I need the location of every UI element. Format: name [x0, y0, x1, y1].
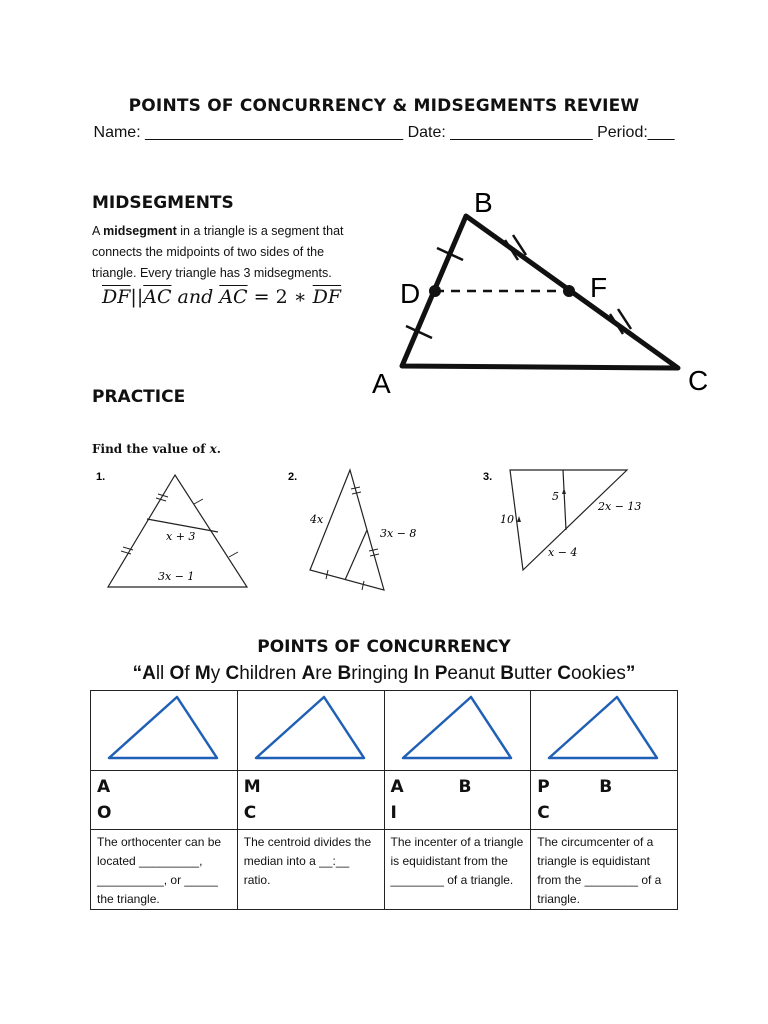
midsegment-formula: [102, 286, 341, 308]
orthocenter-description: The orthocenter can be located _________, __________, or _____ the triangle.: [91, 830, 238, 910]
problem-2-label-side: 4x: [310, 513, 324, 526]
slogan-text: n: [418, 663, 435, 684]
triangle-cell: [237, 691, 384, 771]
label-c: C: [688, 365, 709, 396]
midsegment-triangle-diagram: [360, 180, 730, 400]
problem-1-number: 1.: [96, 471, 106, 483]
letter: O: [97, 803, 112, 823]
equals-two-times: = 2 ∗: [247, 286, 313, 308]
letter: B: [599, 777, 613, 797]
tick-mark: [362, 581, 364, 590]
problem-3-label-10: 10: [500, 513, 514, 526]
instruction-suffix: .: [216, 442, 221, 456]
slogan-text: eanut: [447, 663, 501, 684]
problem-1-label-top: x + 3: [166, 530, 196, 543]
incenter-description: The incenter of a triangle is equidistant from the ________ of a triangle.: [384, 830, 531, 910]
letter: A: [97, 777, 111, 797]
problem-3-number: 3.: [483, 471, 493, 483]
letters-cell: [237, 771, 384, 830]
slogan-bold: C: [557, 663, 571, 684]
slogan-text: utter: [513, 663, 558, 684]
centroid-description: The centroid divides the median into a __:__ ratio.: [237, 830, 384, 910]
label-a: A: [372, 368, 391, 399]
slogan-bold: A: [301, 663, 316, 684]
problem-2-midsegment: [345, 530, 367, 580]
arrow-mark-icon: [517, 516, 521, 522]
segment-ac-2: $\overline{AC}$: [219, 286, 248, 308]
problem-2-number: 2.: [288, 471, 298, 483]
slogan-text: y: [210, 663, 226, 684]
definition-prefix: A: [92, 224, 104, 238]
label-f: F: [590, 272, 608, 303]
letter: M: [243, 777, 261, 797]
name-date-period-line: Name: _____________________________ Date: ________________ Period:___: [93, 124, 675, 141]
problem-3-midsegment: [563, 470, 566, 530]
slogan-text: re: [315, 663, 338, 684]
point-d: [429, 285, 441, 297]
slogan-bold: B: [500, 663, 514, 684]
concurrency-table: [90, 690, 678, 910]
tick-mark: [610, 314, 623, 334]
slogan-text: ringing: [351, 663, 414, 684]
slogan-bold: “A: [132, 663, 156, 684]
slogan-text: hildren: [239, 663, 302, 684]
concurrency-heading: POINTS OF CONCURRENCY: [257, 637, 511, 657]
page-title: POINTS OF CONCURRENCY & MIDSEGMENTS REVIEW: [128, 96, 640, 116]
tick-mark: [194, 499, 203, 504]
slogan-text: ookies: [570, 663, 626, 684]
slogan-text: ll: [155, 663, 170, 684]
instruction-prefix: Find the value of: [92, 442, 210, 456]
practice-heading: PRACTICE: [92, 387, 186, 407]
practice-instruction: [92, 442, 221, 456]
blue-triangle-icon: [385, 691, 531, 765]
letter: B: [458, 777, 472, 797]
slogan-bold: ”: [625, 663, 636, 684]
slogan-bold: M: [194, 663, 211, 684]
letter: I: [390, 803, 397, 823]
arrow-mark-icon: [562, 488, 566, 494]
letters-cell: [91, 771, 238, 830]
letter: C: [243, 803, 257, 823]
and-word: and: [171, 286, 220, 308]
triangle-cell: [531, 691, 678, 771]
label-b: B: [474, 187, 493, 218]
definition-term: midsegment: [103, 224, 177, 238]
practice-problems: [80, 460, 670, 600]
problem-3-label-5: 5: [552, 490, 559, 503]
problem-2-triangle: [310, 470, 384, 590]
slogan-bold: O: [169, 663, 185, 684]
slogan-text: f: [184, 663, 195, 684]
letter: A: [390, 777, 404, 797]
problem-1-label-base: 3x − 1: [158, 570, 195, 583]
slogan-bold: B: [337, 663, 352, 684]
segment-df-2: $\overline{DF}$: [312, 286, 342, 308]
midsegments-heading: MIDSEGMENTS: [92, 193, 234, 213]
parallel-symbol: ||: [130, 286, 144, 308]
definition-rest: in a triangle is a segment that connects the midpoints of two sides of the triangle. Every triangle has 3 midsegments.: [92, 224, 344, 280]
tick-mark: [369, 549, 378, 551]
circumcenter-description: The circumcenter of a triangle is equidistant from the ________ of a triangle.: [531, 830, 678, 910]
problem-2-label-midsegment: 3x − 8: [380, 527, 417, 540]
letters-cell: [531, 771, 678, 830]
label-d: D: [400, 278, 421, 309]
segment-ac: $\overline{AC}$: [143, 286, 172, 308]
instruction-variable: x: [209, 442, 217, 456]
problem-3-label-hyp-bottom: x − 4: [548, 546, 578, 559]
letter: P: [537, 777, 550, 797]
blue-triangle-icon: [238, 691, 384, 765]
point-f: [563, 285, 575, 297]
segment-df: $\overline{DF}$: [102, 286, 131, 308]
slogan-bold: I: [413, 663, 419, 684]
triangle-cell: [384, 691, 531, 771]
slogan-bold: C: [225, 663, 240, 684]
blue-triangle-icon: [531, 691, 677, 765]
problem-3-label-hyp-top: 2x − 13: [598, 500, 642, 513]
blue-triangle-icon: [91, 691, 237, 765]
letters-cell: [384, 771, 531, 830]
midsegment-definition: [92, 221, 372, 284]
slogan-bold: P: [434, 663, 448, 684]
tick-mark: [229, 552, 238, 557]
letter: C: [537, 803, 550, 823]
triangle-cell: [91, 691, 238, 771]
mnemonic-slogan: [0, 663, 768, 685]
